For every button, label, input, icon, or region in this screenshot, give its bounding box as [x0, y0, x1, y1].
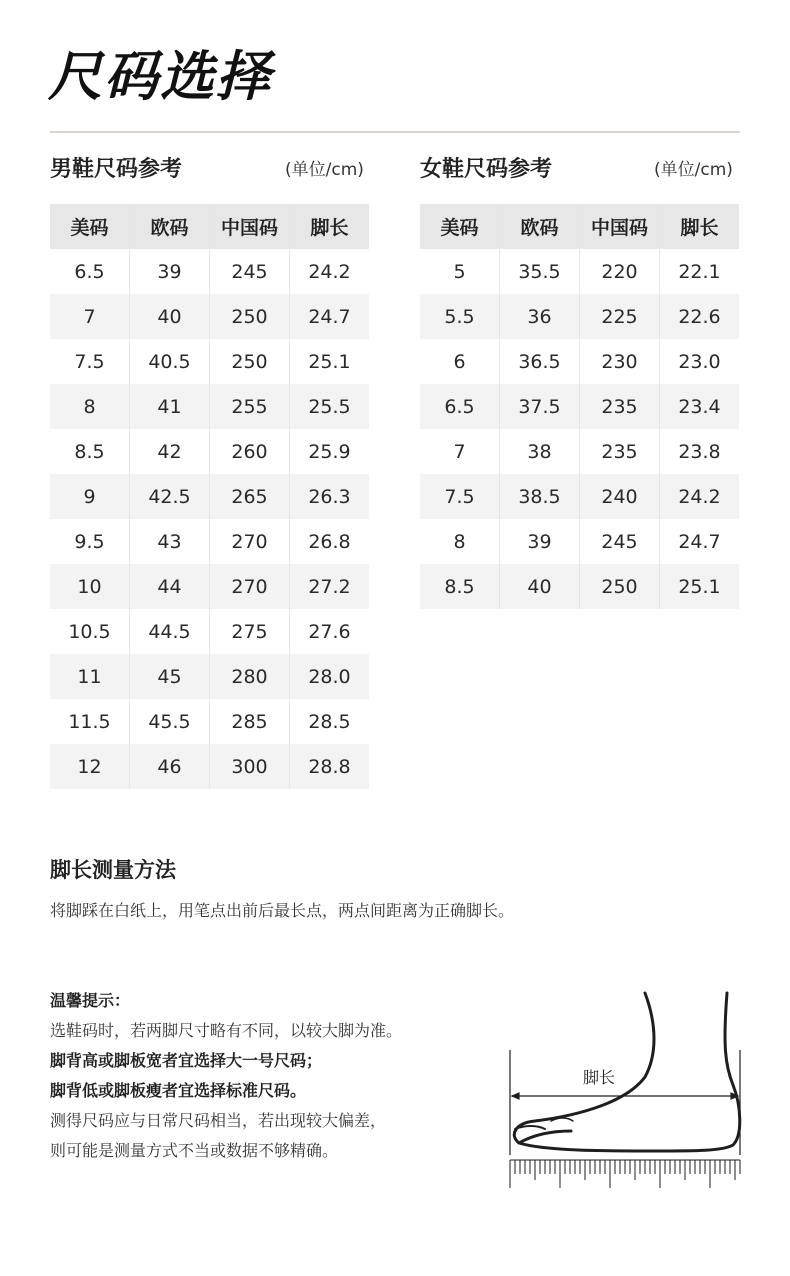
- table-row: [50, 384, 369, 429]
- table-row: [50, 474, 369, 519]
- table-header-row: [420, 204, 739, 249]
- table-cell: 23.0: [678, 350, 721, 373]
- table-cell: 45.5: [130, 699, 210, 744]
- table-cell: 250: [580, 564, 660, 609]
- table-row: [420, 429, 739, 474]
- column-header: 脚长: [290, 204, 370, 249]
- table-cell: 9: [50, 474, 130, 519]
- table-row: [420, 564, 739, 609]
- table-cell: 10.5: [50, 609, 130, 654]
- ruler-icon: [510, 1160, 740, 1188]
- table-row: [420, 249, 739, 294]
- table-cell: 28.5: [308, 710, 351, 733]
- table-row: [50, 249, 369, 294]
- table-cell: 22.1: [678, 260, 721, 283]
- table-cell: 285: [210, 699, 290, 744]
- table-cell: 6.5: [50, 249, 130, 294]
- table-cell: 7: [420, 429, 500, 474]
- table-cell: 11: [50, 654, 130, 699]
- women-size-table: [420, 204, 739, 609]
- table-cell: 280: [210, 654, 290, 699]
- table-cell: 24.7: [678, 530, 721, 553]
- table-cell: 39: [130, 249, 210, 294]
- table-cell: 35.5: [500, 249, 580, 294]
- column-header: 美码: [420, 204, 500, 249]
- measure-arrow-icon: [510, 1050, 740, 1155]
- table-cell: 24.2: [660, 474, 740, 519]
- table-cell: 42: [130, 429, 210, 474]
- table-row: [420, 384, 739, 429]
- table-cell: 27.6: [308, 620, 351, 643]
- table-row: [50, 429, 369, 474]
- table-cell: 8: [50, 384, 130, 429]
- table-cell: 38: [500, 429, 580, 474]
- table-cell: 46: [130, 744, 210, 789]
- table-cell: 7: [50, 294, 130, 339]
- table-cell: 44: [130, 564, 210, 609]
- table-cell: 10: [50, 564, 130, 609]
- tips-line-4: 测得尺码应与日常尺码相当，若出现较大偏差，: [50, 1111, 387, 1130]
- table-cell: 41: [130, 384, 210, 429]
- table-cell: 43: [130, 519, 210, 564]
- column-header: 中国码: [580, 204, 660, 249]
- women-unit-label: (单位/cm): [654, 160, 733, 180]
- table-cell: 235: [580, 429, 660, 474]
- table-cell: 36.5: [500, 339, 580, 384]
- table-cell: 25.9: [308, 440, 351, 463]
- women-section-title: 女鞋尺码参考: [420, 157, 553, 182]
- table-cell: 8.5: [420, 564, 500, 609]
- table-cell: 26.8: [308, 530, 351, 553]
- table-cell: 7.5: [50, 339, 130, 384]
- table-cell: 230: [580, 339, 660, 384]
- table-cell: 37.5: [500, 384, 580, 429]
- tips-line-2: 脚背高或脚板宽者宜选择大一号尺码；: [50, 1051, 323, 1070]
- tips-line-3: 脚背低或脚板瘦者宜选择标准尺码。: [50, 1081, 307, 1100]
- table-cell: 11.5: [50, 699, 130, 744]
- tips-title: 温馨提示：: [50, 991, 131, 1010]
- page-title: 尺码选择: [48, 45, 272, 108]
- table-row: [50, 519, 369, 564]
- table-cell: 25.1: [660, 564, 740, 609]
- table-cell: 24.2: [308, 260, 351, 283]
- table-row: [420, 339, 739, 384]
- table-cell: 250: [210, 339, 290, 384]
- table-cell: 270: [210, 564, 290, 609]
- table-cell: 27.2: [290, 564, 370, 609]
- table-cell: 6: [420, 339, 500, 384]
- table-cell: 28.8: [290, 744, 370, 789]
- measure-title: 脚长测量方法: [50, 858, 176, 882]
- table-cell: 265: [210, 474, 290, 519]
- table-cell: 245: [580, 519, 660, 564]
- table-cell: 225: [580, 294, 660, 339]
- table-row: [50, 654, 369, 699]
- table-cell: 5: [420, 249, 500, 294]
- table-cell: 250: [210, 294, 290, 339]
- table-cell: 40: [130, 294, 210, 339]
- table-cell: 5.5: [420, 294, 500, 339]
- table-cell: 12: [50, 744, 130, 789]
- table-cell: 9.5: [50, 519, 130, 564]
- table-cell: 6.5: [420, 384, 500, 429]
- column-header: 美码: [50, 204, 130, 249]
- table-cell: 240: [580, 474, 660, 519]
- column-header: 中国码: [210, 204, 290, 249]
- column-header: 欧码: [130, 204, 210, 249]
- table-cell: 275: [210, 609, 290, 654]
- table-cell: 25.5: [290, 384, 370, 429]
- table-cell: 220: [580, 249, 660, 294]
- table-cell: 38.5: [500, 474, 580, 519]
- table-cell: 24.7: [290, 294, 370, 339]
- table-row: [420, 519, 739, 564]
- table-cell: 260: [210, 429, 290, 474]
- measure-text: 将脚踩在白纸上，用笔点出前后最长点，两点间距离为正确脚长。: [50, 901, 515, 920]
- table-header-row: [50, 204, 369, 249]
- table-cell: 28.0: [290, 654, 370, 699]
- table-row: [50, 564, 369, 609]
- table-cell: 40: [500, 564, 580, 609]
- table-cell: 300: [210, 744, 290, 789]
- table-cell: 270: [210, 519, 290, 564]
- table-cell: 245: [210, 249, 290, 294]
- table-row: [50, 609, 369, 654]
- table-row: [420, 474, 739, 519]
- table-cell: 26.3: [290, 474, 370, 519]
- table-cell: 42.5: [130, 474, 210, 519]
- men-section-title: 男鞋尺码参考: [50, 157, 183, 182]
- table-row: [50, 744, 369, 789]
- table-cell: 8.5: [50, 429, 130, 474]
- table-cell: 40.5: [130, 339, 210, 384]
- table-row: [420, 294, 739, 339]
- table-cell: 8: [420, 519, 500, 564]
- table-cell: 255: [210, 384, 290, 429]
- column-header: 脚长: [660, 204, 740, 249]
- table-cell: 44.5: [130, 609, 210, 654]
- foot-length-diagram: [505, 985, 745, 1195]
- table-row: [50, 294, 369, 339]
- foot-length-label: 脚长: [583, 1068, 616, 1087]
- table-cell: 22.6: [660, 294, 740, 339]
- column-header: 欧码: [500, 204, 580, 249]
- men-size-table: [50, 204, 369, 789]
- table-row: [50, 339, 369, 384]
- table-cell: 25.1: [308, 350, 351, 373]
- table-cell: 23.8: [678, 440, 721, 463]
- table-row: [50, 699, 369, 744]
- table-cell: 39: [500, 519, 580, 564]
- table-cell: 45: [130, 654, 210, 699]
- tips-line-5: 则可能是测量方式不当或数据不够精确。: [50, 1141, 339, 1160]
- table-cell: 235: [580, 384, 660, 429]
- table-cell: 23.4: [660, 384, 740, 429]
- table-cell: 36: [500, 294, 580, 339]
- title-divider: [50, 131, 740, 133]
- men-unit-label: (单位/cm): [285, 160, 364, 180]
- table-cell: 7.5: [420, 474, 500, 519]
- foot-outline-icon: [514, 993, 740, 1151]
- tips-line-1: 选鞋码时，若两脚尺寸略有不同，以较大脚为准。: [50, 1021, 403, 1040]
